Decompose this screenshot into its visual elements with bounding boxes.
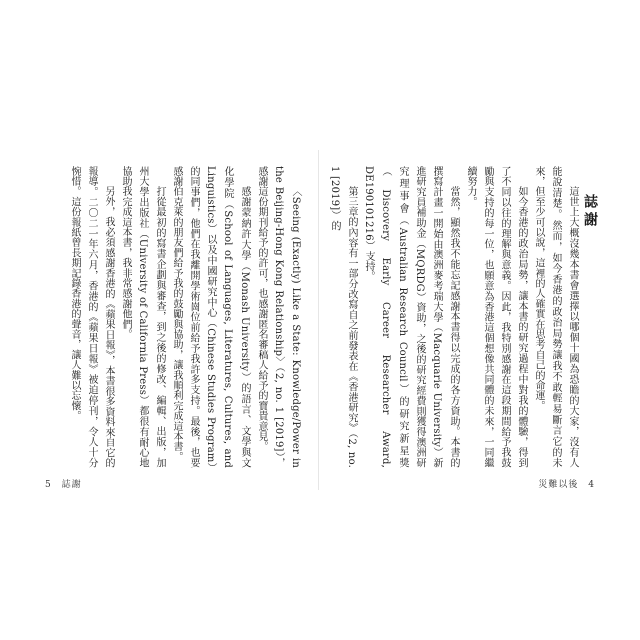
- right-page-body: [329, 166, 598, 468]
- left-paragraph: 感謝蒙納許大學（Monash University）的語言、文學與文化學院（School of Languages, Literatures, Cultures, and Linguistics）以及中國研究中心（Chinese Studies Program）的同事們，他們在我離開學術崗位前給予我許多支持。最後，也要感謝伯克萊的朋友們給予我的鼓勵與協助，讓我順利完成這本書。: [171, 166, 250, 468]
- right-running-head: 災難以後: [538, 480, 579, 490]
- left-folio: [42, 477, 85, 490]
- left-page: [42, 150, 304, 490]
- right-paragraph: 第三章的內容有一部分改寫自之前發表在《香港研究》（2, no. 1 [2019]）的: [329, 166, 357, 468]
- left-page-number: 5: [45, 480, 52, 490]
- left-paragraph: 打從最初的寫書企劃與審查，到之後的修改、編輯、出版，加州大學出版社（University of California Press）都很有耐心地協助我完成這本書，我非常感謝他們。: [120, 166, 165, 468]
- right-paragraph: 當然，顯然我不能忘記感謝本書得以完成的各方資助。本書的撰寫計畫一開始由澳洲麥考瑞大學（Macquarie University）新進研究員補助金（MQRDG）資助，之後的研究經費則獲得澳洲研究理事會（Australian Research Council）的研究新星獎（Discovery Early Career Researcher Award, DE190101216）支持。: [363, 166, 459, 468]
- left-page-body: [42, 166, 304, 468]
- left-paragraph: 〈Seeing (Exactly) Like a State: Knowledge/Power in the Beijing-Hong Kong Relationship〉（2, no. 1 [2019]），感謝這份期刊給予的許可，也感謝匿名審稿人給予的寶貴意見。: [256, 166, 301, 468]
- left-paragraph: 另外，我必須感謝香港的《蘋果日報》，本書很多資料來自它的報導。二〇二一年六月，香港的《蘋果日報》被迫停刊，令人十分惋惜。這份報紙曾長期記錄香港的聲音，讓人難以忘懷。: [69, 166, 114, 468]
- left-running-head: 誌謝: [61, 480, 82, 490]
- right-folio: [535, 477, 598, 490]
- book-spread: [42, 150, 598, 490]
- page-title: 誌謝: [582, 194, 598, 230]
- right-paragraph: 這世上大概沒幾本書會選擇以哪個十國為恐瞻的大家，沒有人能說清楚。然而，如今香港的政治局勢讓我不敢輕易斷言它的未來，但至少可以說，這裡的人確實在思考自己的命運。: [533, 166, 578, 468]
- right-page-number: 4: [588, 480, 595, 490]
- right-paragraph: 如今香港的政治局勢，讓本書的研究過程中對我的體驗，得到了不同以往的理解與意義。因此，我特別感謝在這段期間給予我鼓勵與支持的每一位，也願意為香港這個想像共同體的未來，一同繼續努力。: [465, 166, 527, 468]
- right-page: [329, 150, 598, 490]
- page-gutter: [318, 150, 319, 490]
